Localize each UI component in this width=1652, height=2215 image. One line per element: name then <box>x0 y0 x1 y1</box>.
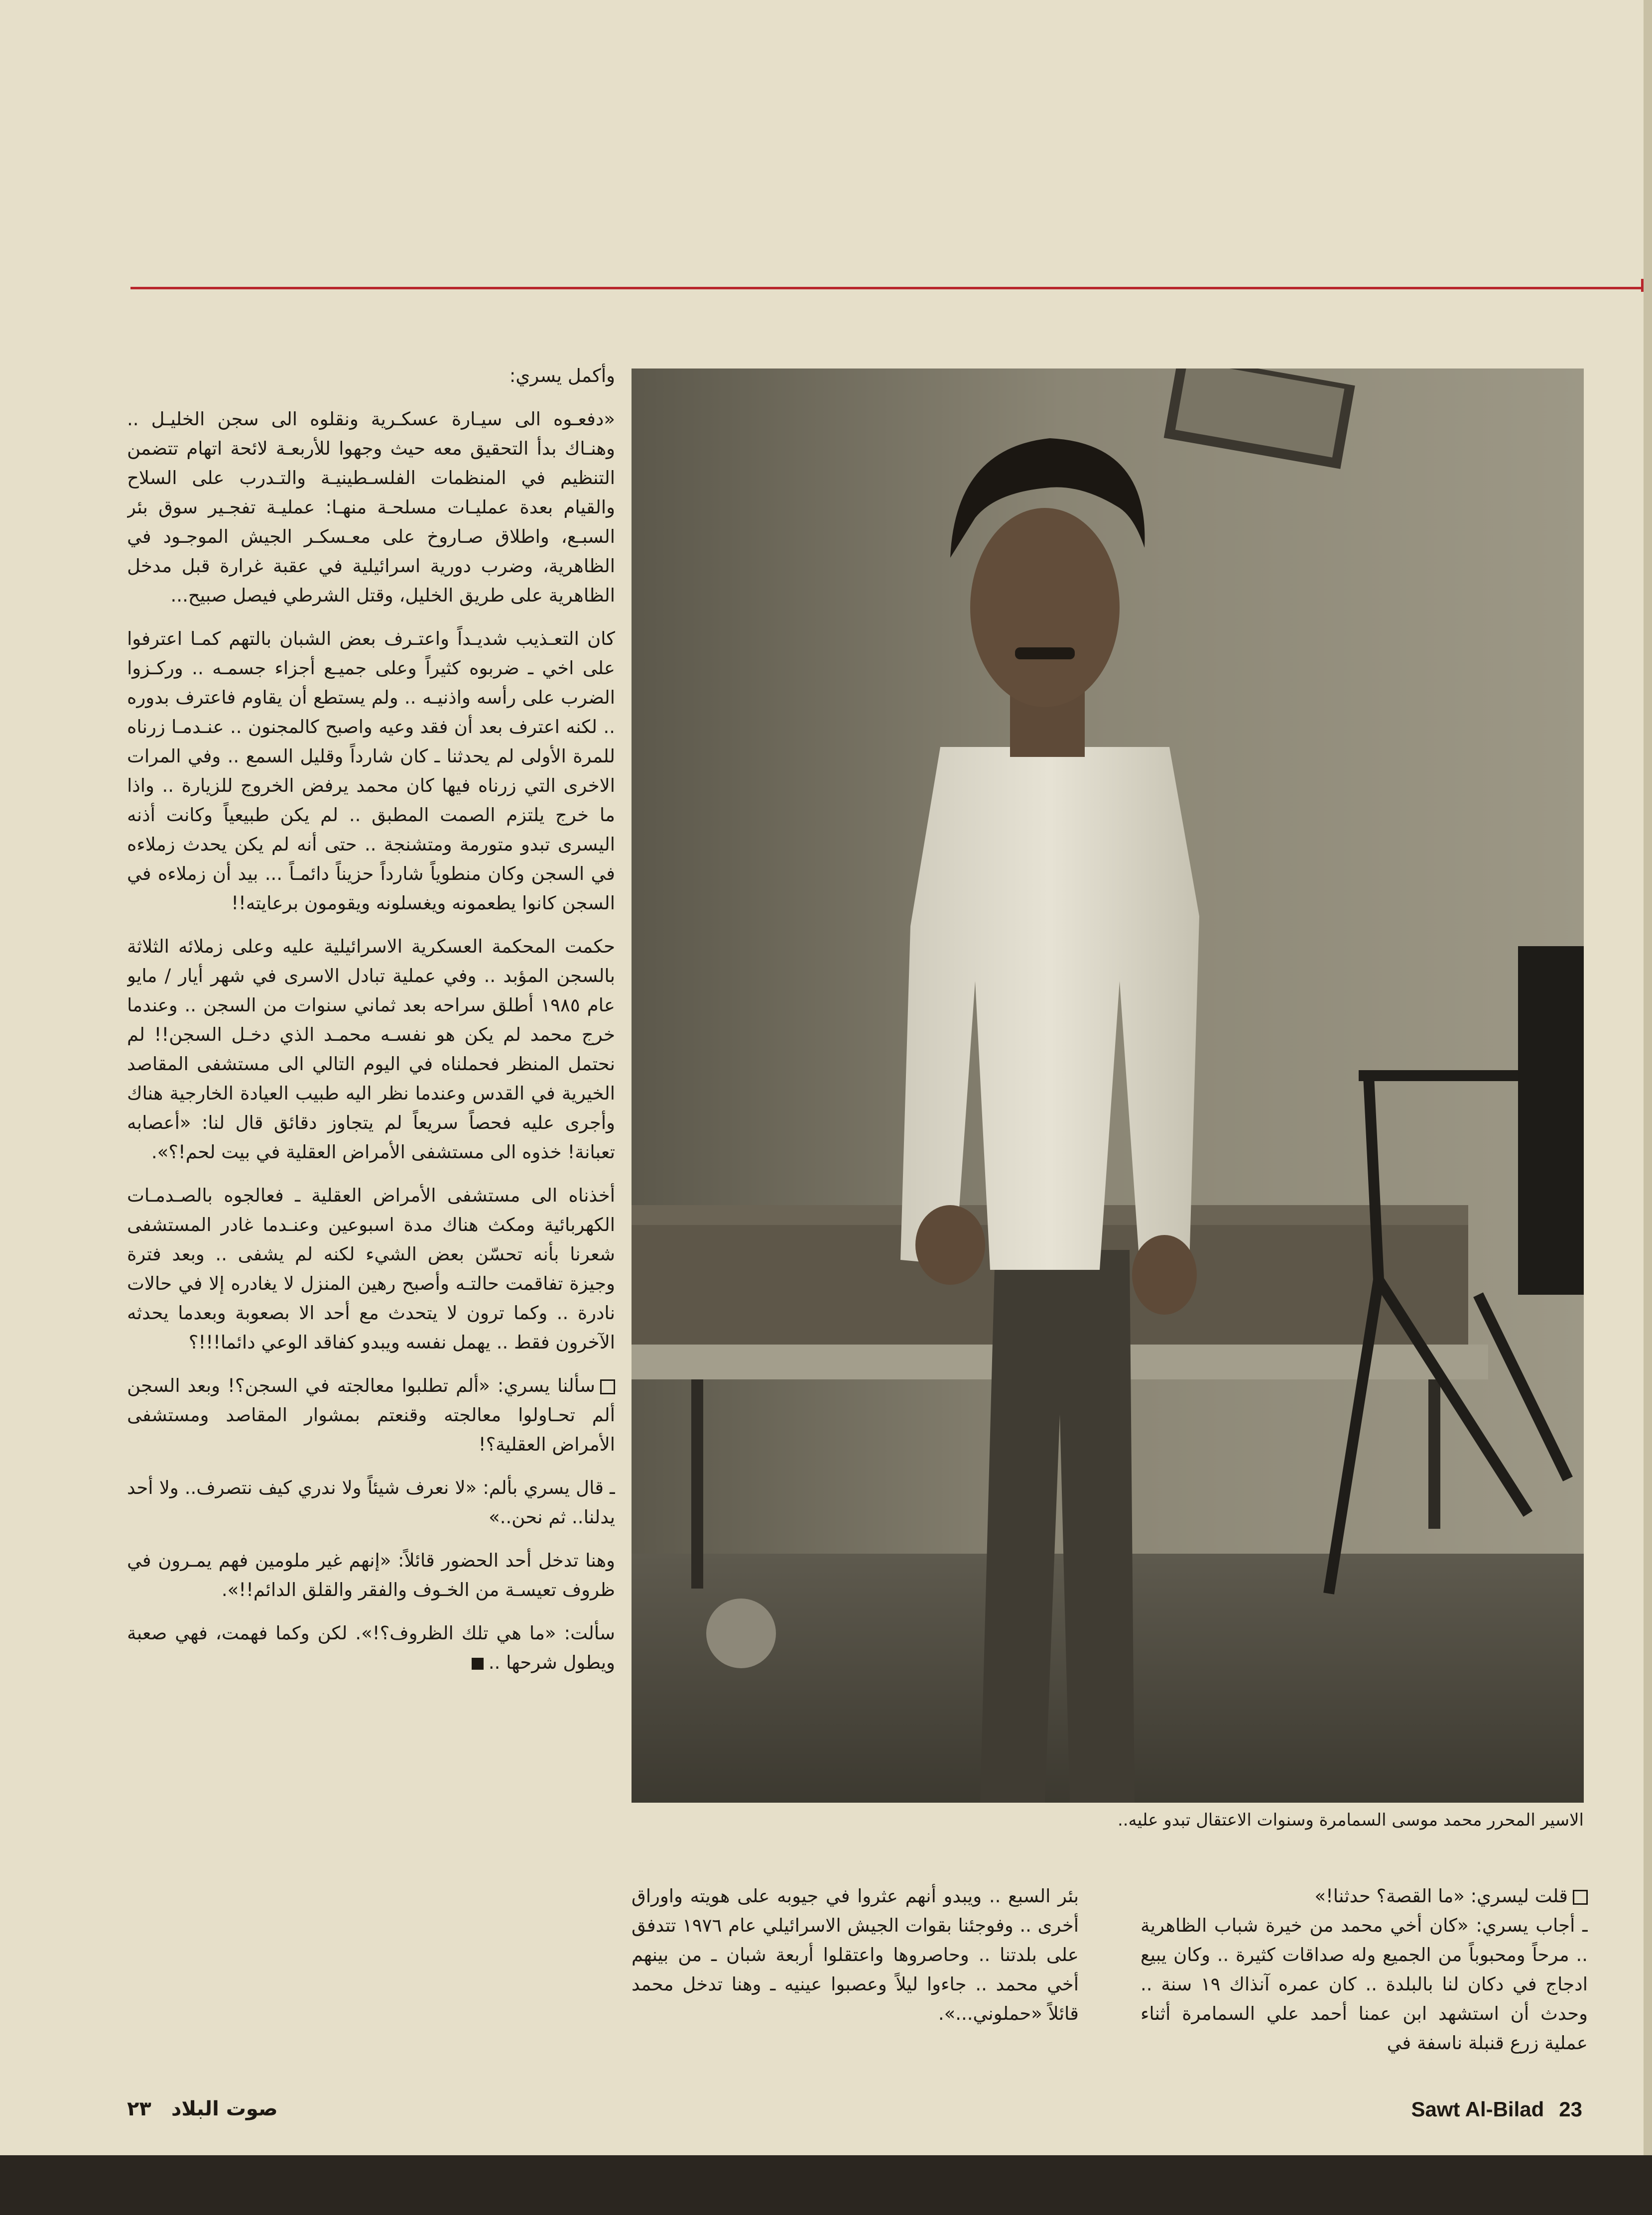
footer-latin-page-number: 23 <box>1559 2097 1582 2121</box>
bottom-right-question-text: قلت ليسري: «ما القصة؟ حدثنا!» <box>1314 1885 1568 1907</box>
paragraph-4: أخذناه الى مستشفى الأمراض العقلية ـ فعالجوه بالصـدمـات الكهربائية ومكث هناك مدة اسبوعين وعنـدما غادر المستشفى شعرنا بأنه تحسّن بعض الشيء لكنه لم يشفى .. وبعد فترة وجيزة تفاقمت حالتـه وأصبح رهين المنزل لا يغادره إلا في حالات نادرة .. وكما ترون لا يتحدث مع أحد الا بصعوبة وبعدما يحدثه الآخرون فقط .. يهمل نفسه ويبدو كفاقد الوعي دائما!!!؟ <box>127 1185 615 1353</box>
chair-back <box>1518 946 1584 1295</box>
portrait-photo-drawing <box>632 369 1584 1803</box>
right-hand <box>1132 1235 1197 1315</box>
bottom-right-answer: ـ أجاب يسري: «كان أخي محمد من خيرة شباب الظاهرية .. مرحاً ومحبوباً من الجميع وله صداقات كثيرة .. وكان يبيع ادجاج في دكان لنا بالبلدة .. كان عمره آنذاك ١٩ سنة .. وحدث أن استشهد ابن عمنا أحمد علي السمامرة أثناء عملية زرع قنبلة ناسفة في <box>1141 1915 1588 2054</box>
photo-caption: الاسير المحرر محمد موسى السمامرة وسنوات الاعتقال تبدو عليه.. <box>1117 1810 1584 1830</box>
closing-text: سألت: «ما هي تلك الظروف؟!». لكن وكما فهمت، فهي صعبة ويطول شرحها .. <box>127 1622 615 1673</box>
paragraph-3: حكمت المحكمة العسكرية الاسرائيلية عليه وعلى زملائه الثلاثة بالسجن المؤبد .. وفي عملية تبادل الاسرى في شهر أيار / مايو عام ١٩٨٥ أطلق سراحه بعد ثماني سنوات من السجن .. وعندما خرج محمد لم يكن هو نفسـه محمـد الذي دخـل السجن!! لم نحتمل المنظر فحملناه في اليوم التالي الى مستشفى المقاصد الخيرية في القدس وعندما نظر اليه طبيب العيادة الخارجية هناك وأجرى عليه فحصاً سريعاً لم يتجاوز دقائق قال لنا: «أعصابه تعبانة! خذوه الى مستشفى الأمراض العقلية في بيت لحم!؟». <box>127 936 615 1163</box>
moustache <box>1015 647 1075 659</box>
end-mark-icon <box>472 1658 484 1670</box>
face <box>970 508 1120 707</box>
paragraph-1: «دفعـوه الى سيـارة عسكـرية ونقلوه الى سجن الخليـل .. وهنـاك بدأ التحقيق معه حيث وجهوا للأربعـة لائحة اتهام تتضمن التنظيم في المنظمات الفلسـطينيـة والتـدرب على السلاح والقيام بعدة عمليـات مسلحـة منهـا: عمليـة تفجـير سوق بئر السبـع، واطلاق صـاروخ على معـسكـر الجيش الموجـود في الظاهرية، وضرب دورية اسرائيلية في عقبة غرارة قبل مدخل الظاهرية على طريق الخليل، وقتل الشرطي فيصل صبيح... <box>127 408 615 606</box>
bottom-middle-paragraph: بئر السبع .. ويبدو أنهم عثروا في جيوبه على هويته واوراق أخرى .. وفوجئنا بقوات الجيش الاسرائيلي عام ١٩٧٦ تتدفق على بلدتنا .. وحاصروها واعتقلوا أربعة شبان ـ من بينهم أخي محمد .. جاءوا ليلاً وعصبوا عينيه ـ وهنا تدخل محمد قائلاً «حملوني...». <box>632 1885 1079 2024</box>
paragraph-intro: وأكمل يسري: <box>509 365 615 386</box>
paragraph-answer: ـ قال يسري بألم: «لا نعرف شيئاً ولا ندري كيف نتصرف.. ولا أحد يدلنا.. ثم نحن..» <box>127 1477 615 1528</box>
question-box-icon <box>600 1379 615 1394</box>
kettle <box>706 1599 776 1668</box>
paragraph-2: كان التعـذيب شديـداً واعتـرف بعض الشبان بالتهم كمـا اعترفوا على اخي ـ ضربوه كثيراً وعلى جميـع أجزاء جسمـه .. وركـزوا الضرب على رأسه واذنيـه .. ولم يستطع أن يقاوم فاعترف بدوره .. لكنه اعترف بعد أن فقد وعيه واصبح كالمجنون .. عنـدمـا زرناه للمرة الأولى لم يحدثنا ـ كان شارداً وقليل السمع .. وفي المرات الاخرى التي زرناه فيها كان محمد يرفض الخروج للزيارة .. واذا ما خرج يلتزم الصمت المطبق .. لم يكن طبيعياً وكانت أذنه اليسرى تبدو متورمة ومتشنجة .. حتى أنه لم يكن يحدث زملاءه في السجن وكان منطوياً شارداً حزيناً دائمـاً ... بيد أن زملاءه في السجن كانوا يطعمونه ويغسلونه ويقومون برعايته!! <box>127 628 615 914</box>
footer-arabic-page-number: ٢٣ <box>127 2097 151 2120</box>
footer-latin <box>1411 2097 1582 2121</box>
portrait-photo <box>632 369 1584 1803</box>
paragraph-question <box>127 1371 615 1459</box>
question-text: سألنا يسري: «ألم تطلبوا معالجته في السجن؟! وبعد السجن ألم تحـاولوا معالجته وقنعتم بمشوار المقاصد ومستشفى الأمراض العقلية؟! <box>127 1375 615 1455</box>
left-hand <box>915 1205 985 1285</box>
bottom-middle-column <box>632 1881 1079 2095</box>
shirt <box>900 747 1199 1270</box>
bottom-right-question <box>1141 1881 1588 1911</box>
footer-arabic-title: صوت البلاد <box>171 2097 278 2120</box>
footer-latin-title: Sawt Al-Bilad <box>1411 2097 1544 2121</box>
page-edge-right <box>1644 0 1652 2215</box>
top-red-rule <box>130 287 1647 289</box>
bed-leg <box>691 1379 703 1589</box>
paragraph-closing <box>127 1618 615 1677</box>
page-edge-bottom <box>0 2155 1652 2215</box>
left-text-column <box>127 361 615 2064</box>
bottom-right-column <box>1141 1881 1588 2110</box>
footer-arabic <box>127 2097 278 2120</box>
bed-leg-2 <box>1428 1379 1440 1529</box>
paragraph-intervention: وهنا تدخل أحد الحضور قائلاً: «إنهم غير ملومين فهم يمـرون في ظروف تعيسـة من الخـوف والفقر والقلق الدائم!!». <box>127 1550 615 1600</box>
question-box-icon-2 <box>1573 1890 1588 1905</box>
